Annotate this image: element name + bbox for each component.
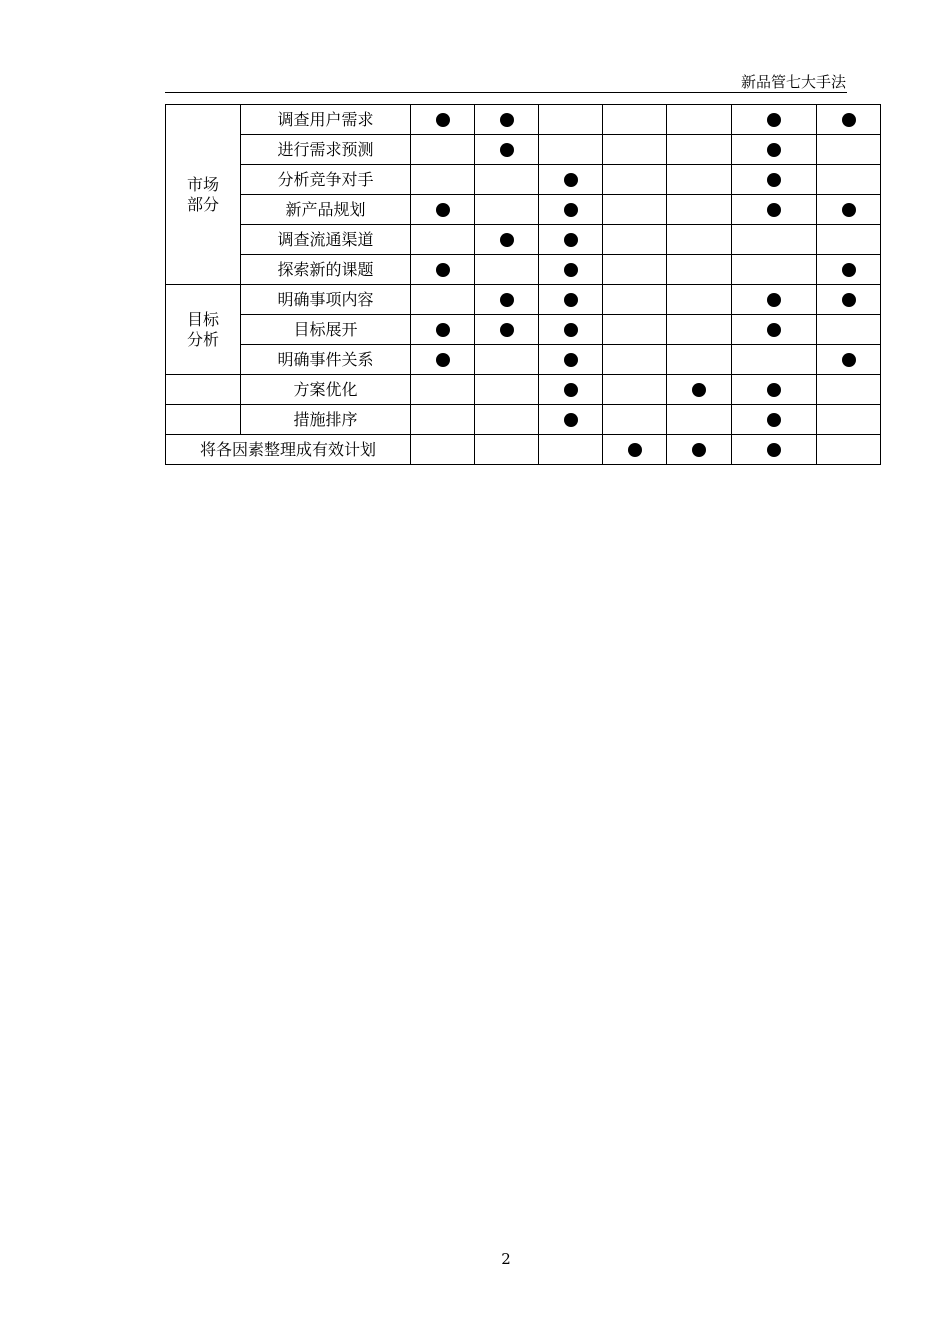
mark-cell	[732, 255, 817, 285]
bullet-dot-icon	[500, 113, 514, 127]
header-rule	[165, 92, 847, 93]
mark-cell	[603, 255, 667, 285]
bullet-dot-icon	[564, 413, 578, 427]
item-label: 明确事件关系	[241, 345, 411, 375]
bullet-dot-icon	[842, 263, 856, 277]
mark-cell	[411, 375, 475, 405]
method-application-matrix	[165, 104, 881, 465]
mark-cell	[539, 315, 603, 345]
mark-cell	[475, 225, 539, 255]
group-label-text: 目标分析	[187, 309, 220, 349]
mark-cell	[817, 105, 881, 135]
mark-cell	[667, 135, 732, 165]
bullet-dot-icon	[767, 443, 781, 457]
bullet-dot-icon	[767, 203, 781, 217]
bullet-dot-icon	[436, 353, 450, 367]
mark-cell	[539, 195, 603, 225]
mark-cell	[732, 405, 817, 435]
mark-cell	[732, 315, 817, 345]
mark-cell	[539, 135, 603, 165]
mark-cell	[817, 405, 881, 435]
mark-cell	[475, 375, 539, 405]
item-label: 调查用户需求	[241, 105, 411, 135]
mark-cell	[667, 195, 732, 225]
bullet-dot-icon	[564, 353, 578, 367]
mark-cell	[411, 405, 475, 435]
mark-cell	[817, 345, 881, 375]
mark-cell	[411, 285, 475, 315]
mark-cell	[603, 225, 667, 255]
group-label	[166, 405, 241, 435]
mark-cell	[603, 435, 667, 465]
item-label: 明确事项内容	[241, 285, 411, 315]
bullet-dot-icon	[692, 383, 706, 397]
bullet-dot-icon	[842, 293, 856, 307]
mark-cell	[732, 105, 817, 135]
bullet-dot-icon	[436, 203, 450, 217]
mark-cell	[667, 105, 732, 135]
mark-cell	[817, 135, 881, 165]
mark-cell	[411, 345, 475, 375]
running-header-title: 新品管七大手法	[740, 73, 846, 91]
bullet-dot-icon	[564, 293, 578, 307]
bullet-dot-icon	[767, 143, 781, 157]
table-row	[166, 375, 881, 405]
mark-cell	[411, 435, 475, 465]
bullet-dot-icon	[564, 263, 578, 277]
mark-cell	[603, 405, 667, 435]
bullet-dot-icon	[842, 113, 856, 127]
table-row	[166, 285, 881, 315]
mark-cell	[817, 285, 881, 315]
table-row	[166, 165, 881, 195]
mark-cell	[603, 165, 667, 195]
mark-cell	[411, 255, 475, 285]
item-label: 进行需求预测	[241, 135, 411, 165]
mark-cell	[475, 135, 539, 165]
bullet-dot-icon	[436, 323, 450, 337]
mark-cell	[539, 225, 603, 255]
bullet-dot-icon	[564, 383, 578, 397]
bullet-dot-icon	[767, 323, 781, 337]
mark-cell	[817, 315, 881, 345]
matrix-body	[166, 105, 881, 465]
mark-cell	[539, 105, 603, 135]
mark-cell	[411, 195, 475, 225]
mark-cell	[732, 285, 817, 315]
mark-cell	[539, 345, 603, 375]
table-row	[166, 435, 881, 465]
mark-cell	[667, 225, 732, 255]
mark-cell	[475, 195, 539, 225]
mark-cell	[732, 135, 817, 165]
mark-cell	[411, 135, 475, 165]
table-row	[166, 315, 881, 345]
mark-cell	[732, 195, 817, 225]
item-label: 措施排序	[241, 405, 411, 435]
bullet-dot-icon	[767, 173, 781, 187]
mark-cell	[411, 105, 475, 135]
mark-cell	[667, 255, 732, 285]
mark-cell	[475, 255, 539, 285]
mark-cell	[667, 315, 732, 345]
bullet-dot-icon	[842, 203, 856, 217]
mark-cell	[475, 165, 539, 195]
bullet-dot-icon	[767, 413, 781, 427]
mark-cell	[603, 345, 667, 375]
bullet-dot-icon	[500, 323, 514, 337]
mark-cell	[411, 315, 475, 345]
mark-cell	[475, 285, 539, 315]
mark-cell	[667, 285, 732, 315]
mark-cell	[817, 255, 881, 285]
bullet-dot-icon	[500, 293, 514, 307]
bullet-dot-icon	[767, 113, 781, 127]
table-row	[166, 405, 881, 435]
bullet-dot-icon	[564, 173, 578, 187]
bullet-dot-icon	[628, 443, 642, 457]
mark-cell	[539, 165, 603, 195]
mark-cell	[603, 105, 667, 135]
item-label: 新产品规划	[241, 195, 411, 225]
mark-cell	[539, 285, 603, 315]
bullet-dot-icon	[564, 233, 578, 247]
mark-cell	[475, 105, 539, 135]
mark-cell	[475, 435, 539, 465]
item-label: 方案优化	[241, 375, 411, 405]
mark-cell	[411, 225, 475, 255]
mark-cell	[732, 165, 817, 195]
bullet-dot-icon	[767, 383, 781, 397]
table-row	[166, 195, 881, 225]
table-row	[166, 135, 881, 165]
mark-cell	[539, 435, 603, 465]
merged-item-label: 将各因素整理成有效计划	[166, 435, 411, 465]
mark-cell	[411, 165, 475, 195]
mark-cell	[667, 345, 732, 375]
bullet-dot-icon	[500, 143, 514, 157]
mark-cell	[817, 195, 881, 225]
group-label	[166, 105, 241, 285]
bullet-dot-icon	[500, 233, 514, 247]
item-label: 调查流通渠道	[241, 225, 411, 255]
mark-cell	[817, 225, 881, 255]
group-label-text: 市场部分	[187, 174, 220, 214]
bullet-dot-icon	[436, 113, 450, 127]
mark-cell	[603, 375, 667, 405]
mark-cell	[732, 345, 817, 375]
mark-cell	[732, 375, 817, 405]
mark-cell	[475, 315, 539, 345]
table-row	[166, 225, 881, 255]
mark-cell	[732, 225, 817, 255]
item-label: 目标展开	[241, 315, 411, 345]
bullet-dot-icon	[564, 203, 578, 217]
mark-cell	[667, 405, 732, 435]
mark-cell	[539, 255, 603, 285]
mark-cell	[603, 195, 667, 225]
item-label: 探索新的课题	[241, 255, 411, 285]
mark-cell	[539, 405, 603, 435]
bullet-dot-icon	[767, 293, 781, 307]
bullet-dot-icon	[564, 323, 578, 337]
mark-cell	[603, 135, 667, 165]
mark-cell	[817, 375, 881, 405]
mark-cell	[817, 165, 881, 195]
bullet-dot-icon	[842, 353, 856, 367]
mark-cell	[475, 345, 539, 375]
table-row	[166, 345, 881, 375]
mark-cell	[667, 435, 732, 465]
group-label	[166, 375, 241, 405]
bullet-dot-icon	[692, 443, 706, 457]
bullet-dot-icon	[436, 263, 450, 277]
mark-cell	[539, 375, 603, 405]
mark-cell	[603, 315, 667, 345]
mark-cell	[475, 405, 539, 435]
mark-cell	[817, 435, 881, 465]
table-row	[166, 255, 881, 285]
page-number: 2	[501, 1250, 511, 1268]
mark-cell	[667, 165, 732, 195]
mark-cell	[603, 285, 667, 315]
table-row	[166, 105, 881, 135]
mark-cell	[732, 435, 817, 465]
group-label	[166, 285, 241, 375]
item-label: 分析竞争对手	[241, 165, 411, 195]
mark-cell	[667, 375, 732, 405]
